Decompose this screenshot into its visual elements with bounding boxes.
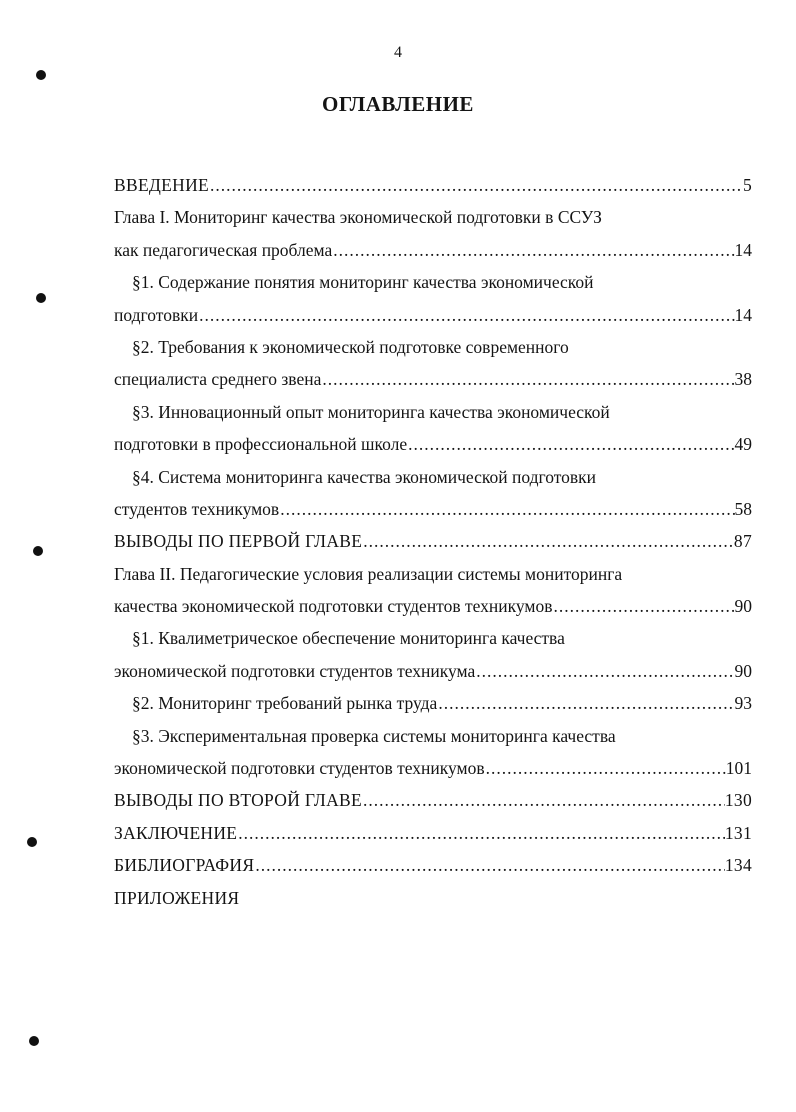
toc-entry-text: §2. Требования к экономической подготовке современного xyxy=(132,336,569,357)
toc-entry-text: качества экономической подготовки студентов техникумов xyxy=(114,596,553,617)
toc-entry xyxy=(114,558,752,590)
toc-entry-page: 101 xyxy=(725,758,752,779)
toc-entry-text: экономической подготовки студентов техникумов xyxy=(114,758,485,779)
toc-entry-page: 131 xyxy=(724,822,752,843)
toc-entry-text: подготовки xyxy=(114,304,199,325)
toc-entry xyxy=(114,849,752,881)
punch-hole-dot xyxy=(33,546,43,556)
toc-entry-page: 5 xyxy=(742,175,752,195)
toc-entry xyxy=(114,655,752,687)
toc-entry-text: §1. Квалиметрическое обеспечение мониторинга качества xyxy=(132,628,565,649)
toc-entry-text: ПРИЛОЖЕНИЯ xyxy=(114,887,240,908)
toc-entry xyxy=(114,720,752,752)
table-of-contents xyxy=(114,169,752,914)
toc-entry xyxy=(114,687,752,719)
toc-entry xyxy=(114,752,752,784)
toc-entry-text: §4. Система мониторинга качества экономической подготовки xyxy=(132,466,597,487)
toc-entry xyxy=(114,784,752,816)
toc-entry-page: 90 xyxy=(734,596,752,617)
toc-entry-text: §3. Инновационный опыт мониторинга качества экономической xyxy=(132,401,610,422)
dot-leader xyxy=(209,169,743,201)
toc-entry xyxy=(114,882,752,914)
toc-entry-page: 14 xyxy=(734,304,752,325)
dot-leader xyxy=(407,428,734,460)
page-title: ОГЛАВЛЕНИЕ xyxy=(322,92,474,116)
dot-leader xyxy=(362,784,725,816)
toc-entry-page: 134 xyxy=(724,855,752,876)
toc-entry-page: 38 xyxy=(734,369,752,390)
punch-hole-dot xyxy=(29,1036,39,1046)
toc-entry-page: 49 xyxy=(734,434,752,455)
toc-entry-text: §3. Экспериментальная проверка системы мониторинга качества xyxy=(132,725,616,746)
toc-entry xyxy=(114,622,752,654)
toc-entry-page: 130 xyxy=(724,790,752,811)
toc-entry-text: экономической подготовки студентов техникума xyxy=(114,660,476,681)
toc-entry xyxy=(114,266,752,298)
dot-leader xyxy=(237,817,725,849)
dot-leader xyxy=(332,234,734,266)
toc-entry xyxy=(114,525,752,557)
dot-leader xyxy=(437,687,734,719)
toc-entry xyxy=(114,493,752,525)
toc-entry-text: §2. Мониторинг требований рынка труда xyxy=(132,693,438,714)
toc-entry xyxy=(114,169,752,201)
toc-entry-text: §1. Содержание понятия мониторинг качества экономической xyxy=(132,272,594,293)
punch-hole-dot xyxy=(36,70,46,80)
toc-entry-text: Глава II. Педагогические условия реализации системы мониторинга xyxy=(114,563,623,584)
toc-entry-text: ЗАКЛЮЧЕНИЕ xyxy=(114,822,238,843)
toc-entry xyxy=(114,299,752,331)
toc-entry-text: подготовки в профессиональной школе xyxy=(114,434,408,455)
toc-entry-text: специалиста среднего звена xyxy=(114,369,322,390)
dot-leader xyxy=(279,493,734,525)
toc-entry-page: 87 xyxy=(733,531,752,552)
toc-entry-text: БИБЛИОГРАФИЯ xyxy=(114,855,255,876)
toc-entry-text: студентов техникумов xyxy=(114,498,280,519)
toc-entry-page: 90 xyxy=(734,660,752,681)
punch-hole-dot xyxy=(27,837,37,847)
toc-entry xyxy=(114,234,752,266)
dot-leader xyxy=(198,299,734,331)
toc-entry-text: как педагогическая проблема xyxy=(114,239,333,260)
dot-leader xyxy=(553,590,735,622)
punch-hole-dot xyxy=(36,293,46,303)
dot-leader xyxy=(475,655,734,687)
dot-leader xyxy=(321,363,734,395)
toc-entry xyxy=(114,331,752,363)
toc-entry-text: ВЫВОДЫ ПО ПЕРВОЙ ГЛАВЕ xyxy=(114,531,363,552)
toc-entry-text: ВВЕДЕНИЕ xyxy=(114,175,210,195)
toc-entry xyxy=(114,201,752,233)
toc-entry xyxy=(114,461,752,493)
dot-leader xyxy=(485,752,726,784)
dot-leader xyxy=(362,525,734,557)
toc-entry xyxy=(114,817,752,849)
toc-entry xyxy=(114,363,752,395)
toc-entry-page: 14 xyxy=(734,239,752,260)
toc-entry-page: 58 xyxy=(734,498,752,519)
dot-leader xyxy=(254,849,725,881)
toc-entry-page: 93 xyxy=(734,693,752,714)
page-number: 4 xyxy=(394,44,402,61)
toc-entry xyxy=(114,396,752,428)
toc-entry xyxy=(114,428,752,460)
toc-entry-text: ВЫВОДЫ ПО ВТОРОЙ ГЛАВЕ xyxy=(114,790,363,811)
toc-entry-text: Глава I. Мониторинг качества экономической подготовки в ССУЗ xyxy=(114,207,602,228)
toc-entry xyxy=(114,590,752,622)
